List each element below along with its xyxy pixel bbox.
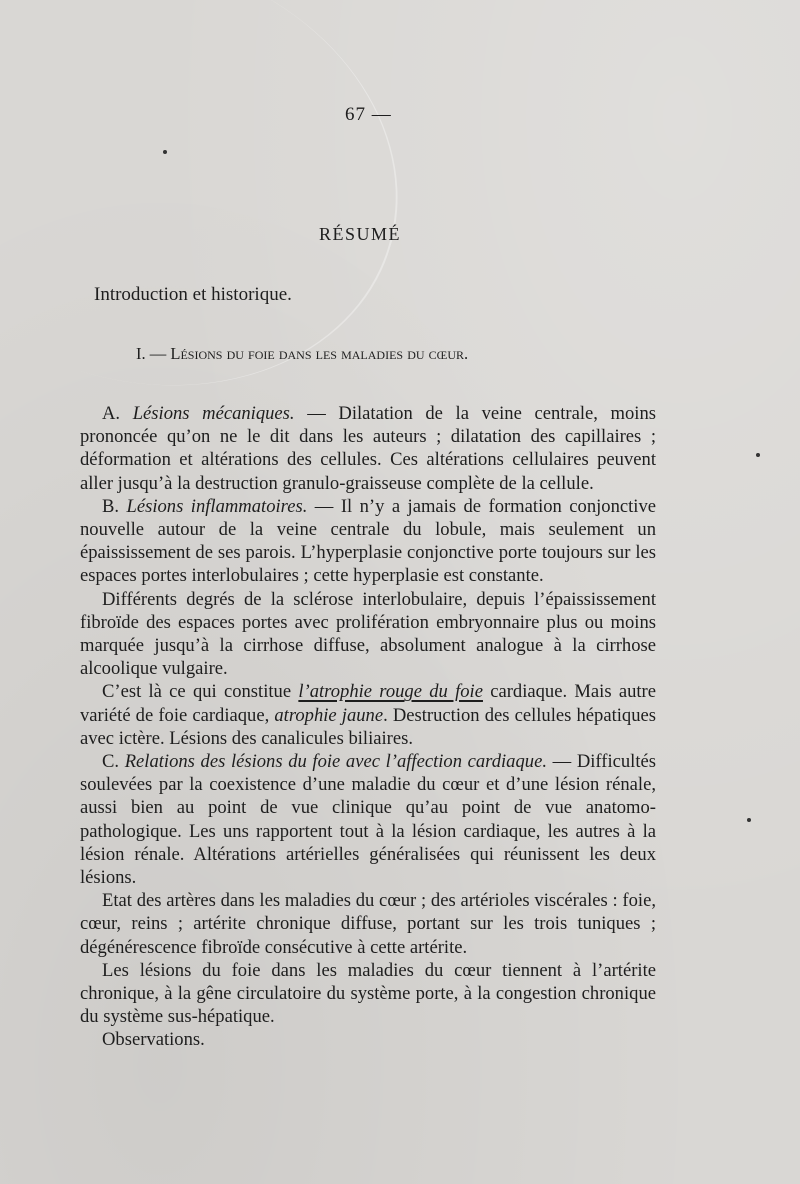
paragraph-b3 bbox=[80, 680, 656, 750]
paragraph-c bbox=[80, 750, 656, 889]
body-text bbox=[80, 402, 656, 1052]
paragraph-heading: Relations des lésions du foie avec l’affection cardiaque. bbox=[124, 751, 547, 773]
paragraph-b2: Différents degrés de la sclérose interlobulaire, depuis l’épaississement fibroïde des espaces portes avec prolifération embryonnaire plus ou moins marquée jusqu’à la cirrhose diffuse, absolument analogue à la cirrhose alcoolique vulgaire. bbox=[80, 588, 656, 680]
ink-speck bbox=[747, 818, 751, 822]
page-number: 67 — bbox=[345, 104, 392, 125]
italic-term: atrophie jaune bbox=[274, 704, 384, 726]
underlined-term: l’atrophie rouge du foie bbox=[298, 681, 483, 703]
paragraph-text: — Il n’y a jamais de formation conjonctive nouvelle autour de la veine centrale du lobule, mais seulement un épaississement de ses parois. L’hyperplasie conjonctive porte toujours sur les espaces portes interlobulaires ; cette hyperplasie est constante. bbox=[80, 495, 657, 587]
section-number: I. — bbox=[136, 344, 167, 363]
paragraph-label: C. bbox=[102, 751, 120, 773]
ink-speck bbox=[163, 150, 167, 154]
section-title: Lésions du foie dans les maladies du cœur. bbox=[170, 344, 469, 363]
paragraph-c3: Les lésions du foie dans les maladies du cœur tiennent à l’artérite chronique, à la gêne circulatoire du système porte, à la congestion chronique du système sus-hépatique. bbox=[80, 959, 656, 1028]
paragraph-text: — Dilatation de la veine centrale, moins prononcée qu’on ne le dit dans les auteurs ; dilatation des capillaires ; déformation et altérations des cellules. Ces altérations cellulaires peuvent aller jusqu’à la destruction granulo-graisseuse complète de la cellule. bbox=[80, 403, 656, 494]
paragraph-c2: Etat des artères dans les maladies du cœur ; des artérioles viscérales : foie, cœur, reins ; artérite chronique diffuse, portant sur les trois tuniques ; dégénérescence fibroïde consécutive à cette artérite. bbox=[80, 890, 656, 958]
paragraph-b bbox=[80, 495, 656, 588]
paragraph-label: B. bbox=[102, 495, 120, 517]
paragraph-text: — Difficultés soulevées par la coexistence d’une maladie du cœur et d’une lésion rénale, aussi bien au point de vue clinique qu’au point de vue anatomo-pathologique. Les uns rapportent tout à la lésion cardiaque, les autres à la lésion rénale. Altérations artérielles généralisées qui réunissent les deux lésions. bbox=[80, 751, 656, 889]
paragraph-text: cardiaque. Mais autre variété de foie cardiaque, bbox=[80, 681, 656, 726]
paragraph-label: A. bbox=[102, 403, 121, 424]
paragraph-text: C’est là ce qui constitue bbox=[102, 681, 299, 703]
paragraph-c4: Observations. bbox=[102, 1029, 205, 1051]
paragraph-text: . Destruction des cellules hépatiques avec ictère. Lésions des canalicules biliaires. bbox=[80, 704, 656, 749]
ink-speck bbox=[756, 453, 760, 457]
paragraph-a bbox=[80, 402, 656, 495]
section-heading bbox=[136, 344, 468, 364]
paragraph-heading: Lésions inflammatoires. bbox=[126, 495, 308, 517]
intro-heading: Introduction et historique. bbox=[94, 284, 292, 305]
paragraph-heading: Lésions mécaniques. bbox=[132, 403, 295, 424]
page-title: RÉSUMÉ bbox=[318, 224, 401, 244]
